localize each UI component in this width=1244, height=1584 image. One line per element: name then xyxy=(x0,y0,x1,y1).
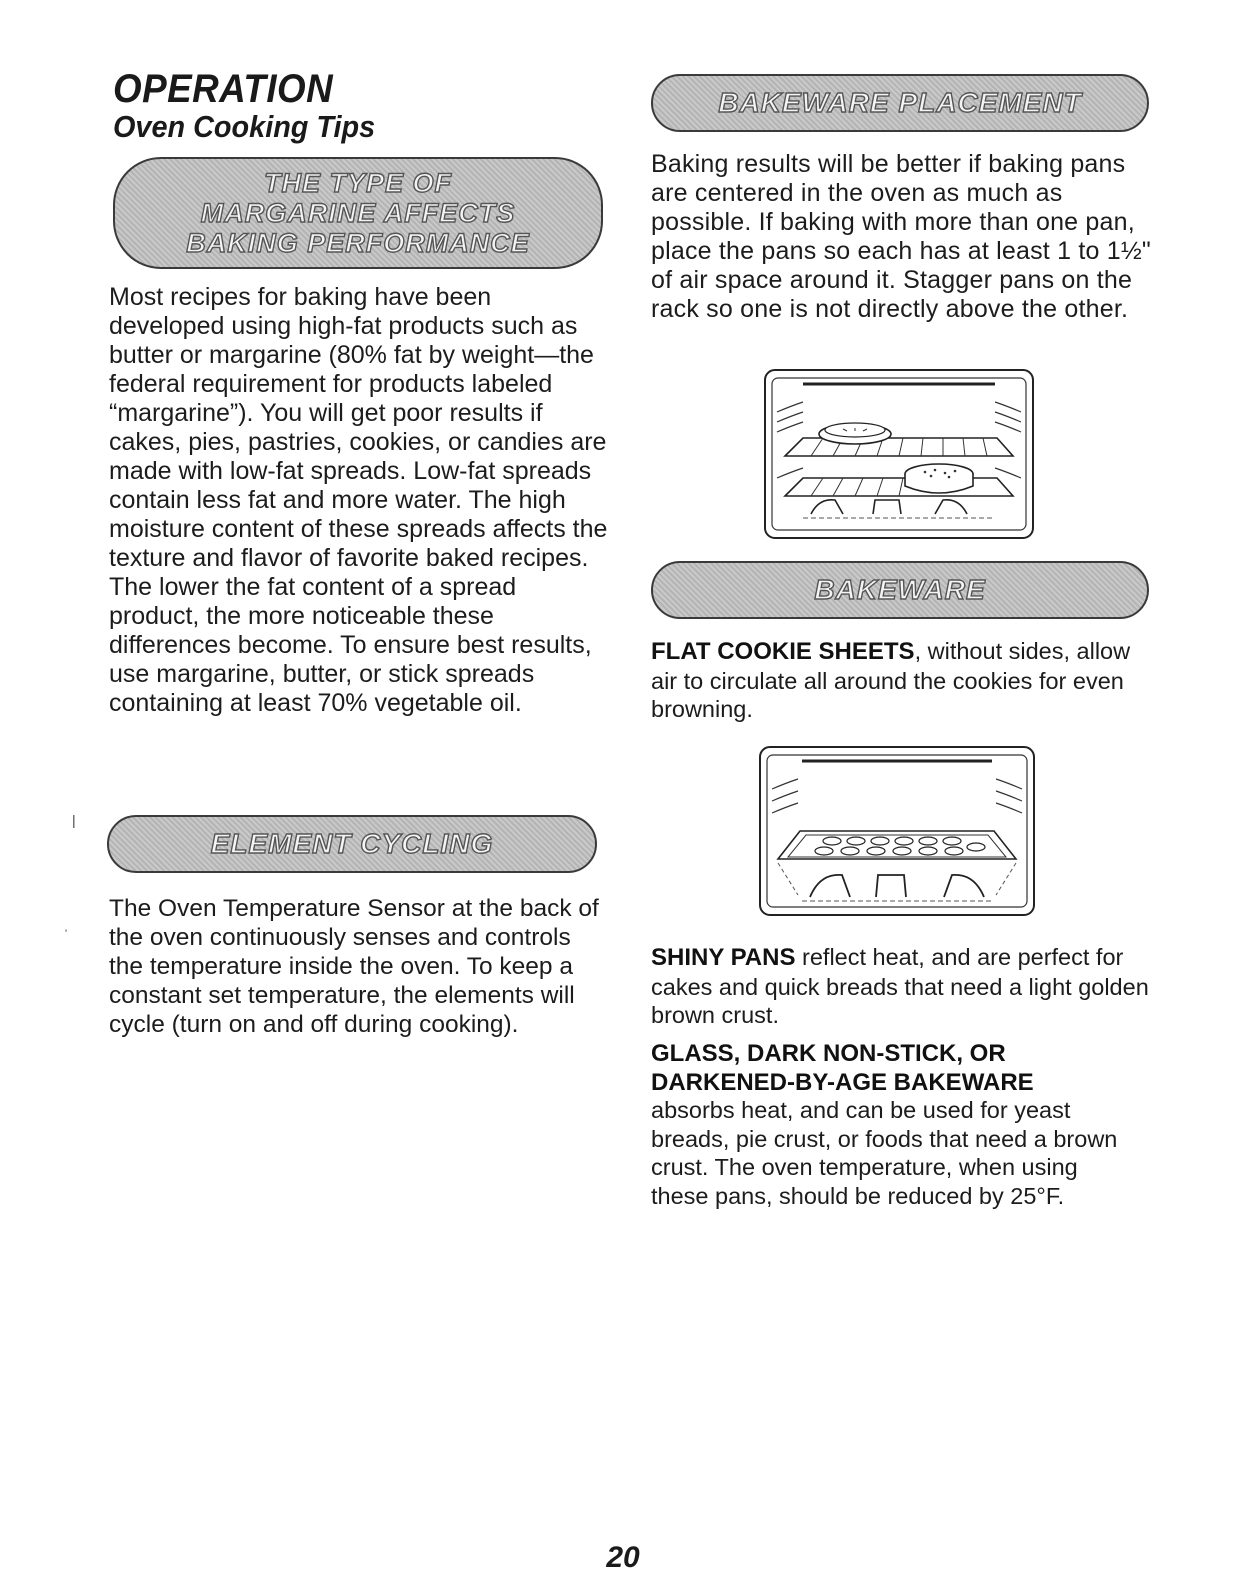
bakeware-placement-banner xyxy=(651,74,1149,132)
margarine-banner-line-1: THE TYPE OF xyxy=(263,168,452,198)
bakeware-placement-paragraph: Baking results will be better if baking pans are centered in the oven as much as possible. If baking with more than one pan, place the pans so each has at least 1 to 1½" of air space around it. Stagger pans on the rack so one is not directly above the other. xyxy=(651,150,1151,323)
section-title: OPERATION xyxy=(113,67,334,111)
bakeware-placement-banner-label: BAKEWARE PLACEMENT xyxy=(718,87,1082,118)
element-cycling-paragraph: The Oven Temperature Sensor at the back of the oven continuously senses and controls the temperature inside the oven. To keep a constant set temperature, the elements will cycle (turn on and off during cooking). xyxy=(109,895,599,1038)
glass-bakeware-title-line-2: DARKENED-BY-AGE BAKEWARE xyxy=(651,1069,1034,1096)
margarine-paragraph: Most recipes for baking have been developed using high-fat products such as butter or margarine (80% fat by weight—the federal requirement for products labeled “margarine”). You will get poor results if cakes, pies, pastries, cookies, or candies are made with low-fat spreads. Low-fat spreads contain less fat and more water. The high moisture content of these spreads affects the texture and flavor of favorite baked recipes. The lower the fat content of a spread product, the more noticeable these differences become. To ensure best results, use margarine, butter, or stick spreads containing at least 70% vegetable oil. xyxy=(109,283,608,717)
element-cycling-banner xyxy=(107,815,597,873)
page-subtitle: Oven Cooking Tips xyxy=(113,109,376,144)
scan-mark: | xyxy=(72,812,76,828)
oven-staggered-pans-illustration xyxy=(763,368,1035,540)
margarine-banner-line-2: MARGARINE AFFECTS xyxy=(200,198,516,228)
shiny-pans-paragraph xyxy=(651,943,1151,1030)
shiny-pans-body: reflect heat, and are perfect for cakes and quick breads that need a light golden brown crust. xyxy=(651,944,1149,1028)
glass-bakeware-paragraph: absorbs heat, and can be used for yeast breads, pie crust, or foods that need a brown crust. The oven temperature, when using these pans, should be reduced by 25°F. xyxy=(651,1097,1118,1209)
element-cycling-banner-label: ELEMENT CYCLING xyxy=(210,828,494,859)
margarine-banner xyxy=(113,157,603,269)
scan-mark: ' xyxy=(65,928,68,940)
bakeware-banner xyxy=(651,561,1149,619)
flat-cookie-sheets-paragraph xyxy=(651,637,1141,724)
glass-bakeware-title xyxy=(651,1039,1151,1097)
margarine-banner-line-3: BAKING PERFORMANCE xyxy=(186,228,530,258)
bakeware-banner-label: BAKEWARE xyxy=(814,574,986,605)
oven-cookie-sheet-illustration xyxy=(758,745,1036,917)
flat-cookie-sheets-title: FLAT COOKIE SHEETS xyxy=(651,638,915,665)
glass-bakeware-title-line-1: GLASS, DARK NON-STICK, OR xyxy=(651,1040,1006,1067)
page-number: 20 xyxy=(606,1541,640,1574)
oven-pans-icon xyxy=(763,368,1035,540)
oven-cookie-sheet-icon xyxy=(758,745,1036,917)
flat-cookie-sheets-body: , without sides, allow air to circulate all around the cookies for even browning. xyxy=(651,638,1131,722)
shiny-pans-title: SHINY PANS xyxy=(651,944,796,971)
